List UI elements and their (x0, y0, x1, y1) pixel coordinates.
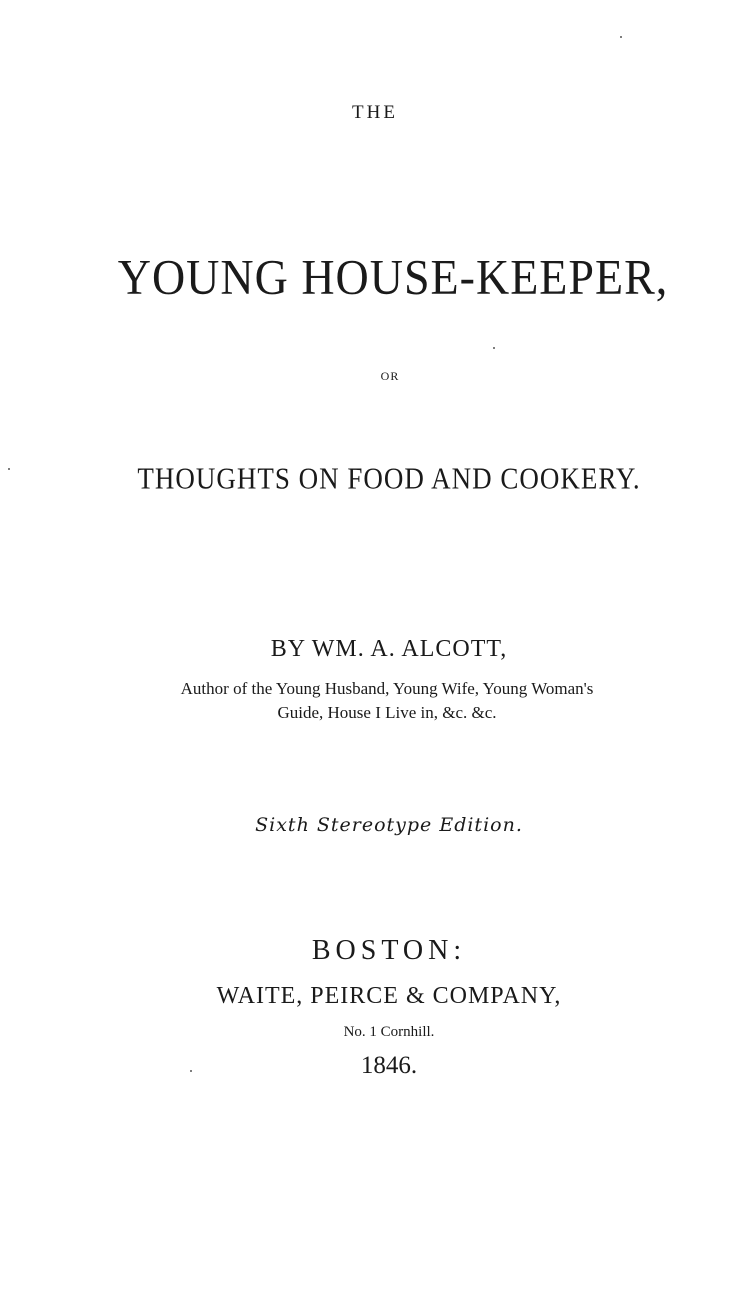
book-title: YOUNG HOUSE-KEEPER, (117, 249, 669, 305)
publication-city: BOSTON: (311, 935, 467, 966)
paper-speck (620, 36, 622, 38)
author-description-line-2: Guide, House I Live in, &c. &c. (277, 703, 497, 722)
title-conjunction: OR (380, 369, 400, 383)
edition-statement: Sixth Stereotype Edition. (255, 814, 523, 836)
title-article: THE (352, 102, 398, 123)
paper-speck (8, 468, 10, 470)
publisher-address: No. 1 Cornhill. (343, 1024, 435, 1040)
author-byline: BY WM. A. ALCOTT, (270, 636, 508, 662)
paper-speck (190, 1070, 192, 1072)
publisher-name: WAITE, PEIRCE & COMPANY, (216, 983, 562, 1009)
author-description-line-1: Author of the Young Husband, Young Wife, Young Woman's (180, 679, 594, 698)
book-subtitle: THOUGHTS ON FOOD AND COOKERY. (137, 461, 641, 496)
publication-year: 1846. (360, 1052, 418, 1079)
paper-speck (493, 347, 495, 349)
author-description (12, 677, 750, 725)
